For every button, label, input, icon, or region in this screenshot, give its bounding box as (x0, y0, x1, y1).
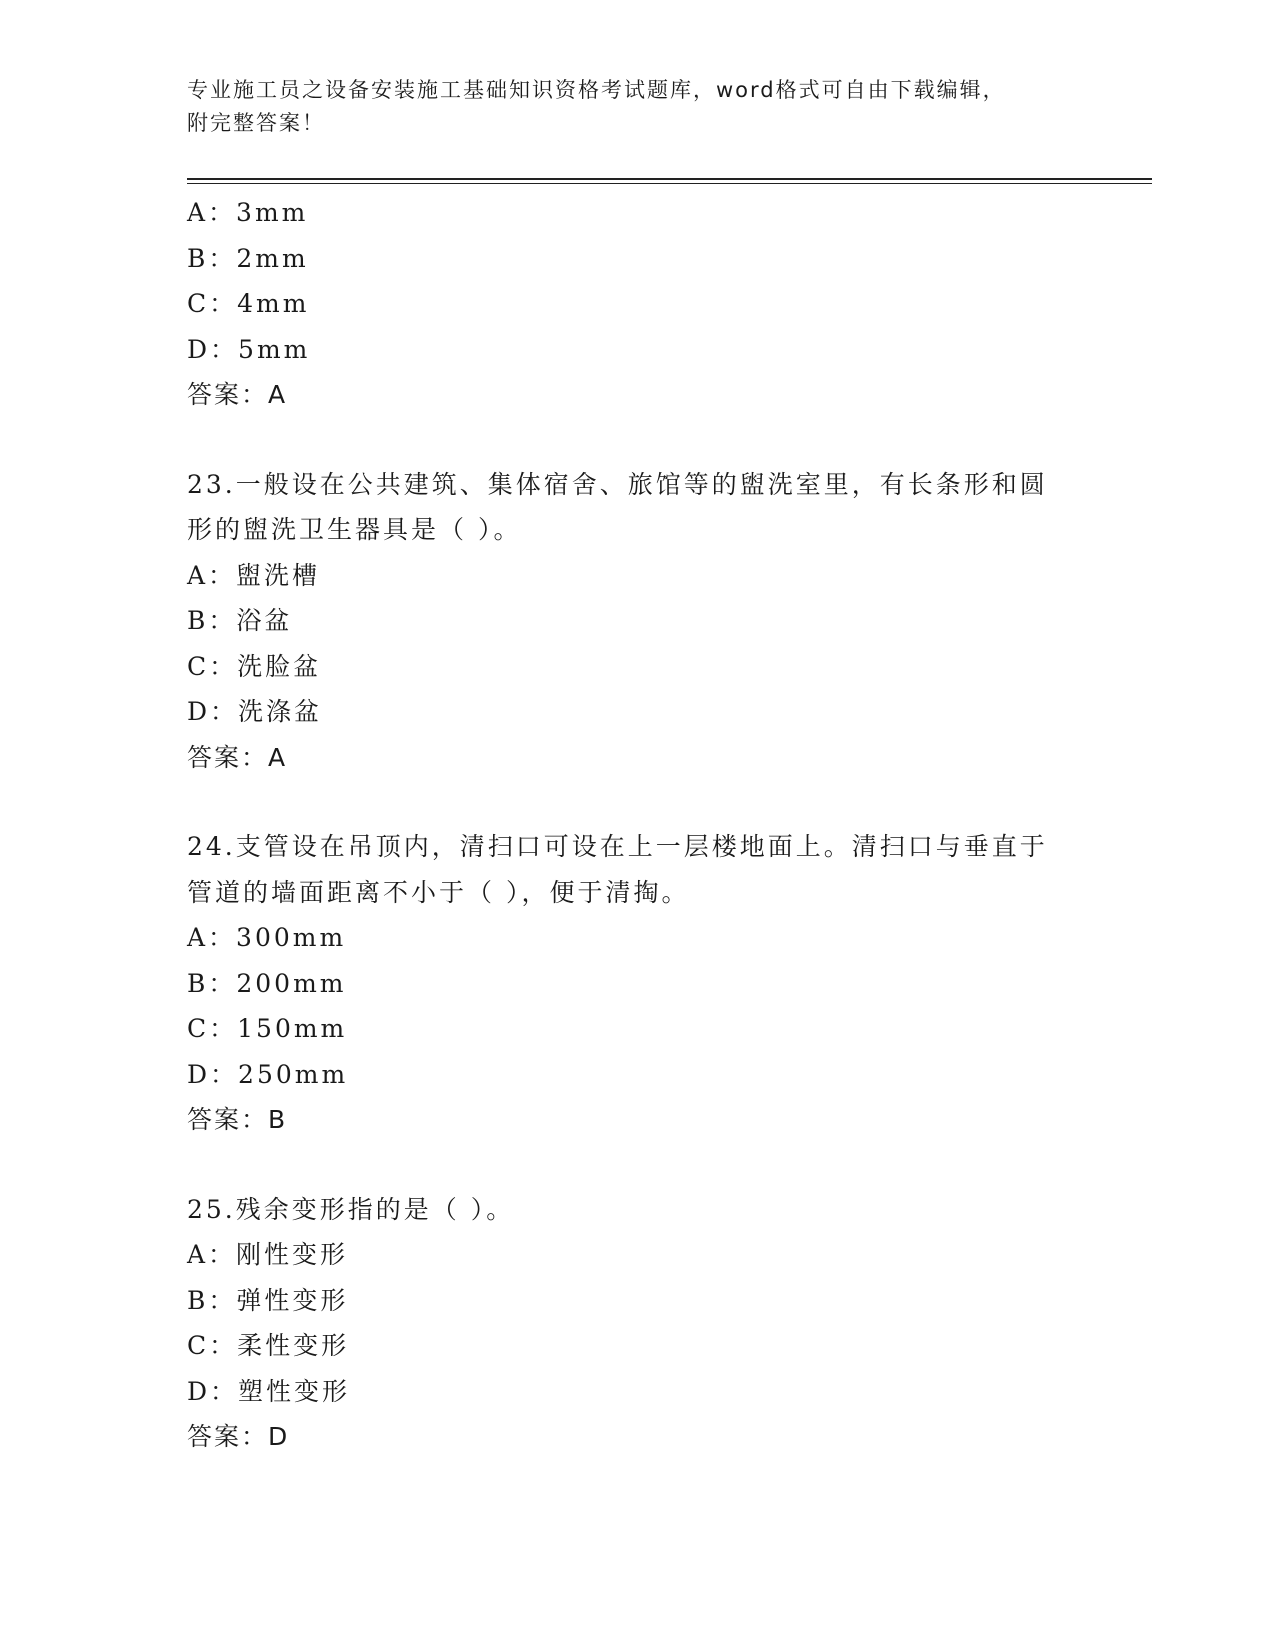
header-line-1: 专业施工员之设备安装施工基础知识资格考试题库，word格式可自由下载编辑， (187, 78, 1006, 102)
option-c: C：洗脸盆 (187, 651, 322, 681)
question-block (187, 1187, 1087, 1460)
option-b: B：200mm (187, 968, 347, 998)
question-list (187, 190, 1087, 1460)
block-spacer (187, 418, 1087, 462)
answer-line: 答案：A (187, 742, 288, 772)
option-b: B：弹性变形 (187, 1285, 349, 1315)
option-d: D：5mm (187, 334, 311, 364)
answer-line: 答案：A (187, 380, 288, 409)
option-d: D：洗涤盆 (187, 697, 323, 726)
block-spacer (187, 780, 1087, 824)
document-header (187, 74, 1087, 140)
question-block (187, 462, 1087, 781)
option-c: C：4mm (187, 289, 310, 318)
option-a: A：300mm (187, 923, 347, 952)
header-divider-thick (187, 178, 1152, 180)
question-text-line: 形的盥洗卫生器具是（ ）。 (187, 515, 522, 544)
question-text-line: 25.残余变形指的是（ ）。 (187, 1194, 515, 1224)
block-spacer (187, 1143, 1087, 1187)
option-c: C：150mm (187, 1014, 348, 1043)
question-block (187, 824, 1087, 1143)
answer-line: 答案：D (187, 1422, 290, 1451)
question-text-line: 24.支管设在吊顶内，清扫口可设在上一层楼地面上。清扫口与垂直于 (187, 832, 1048, 861)
option-a: A：盥洗槽 (187, 560, 321, 590)
option-b: B：2mm (187, 243, 309, 273)
option-a: A：3mm (187, 198, 309, 227)
header-line-2: 附完整答案！ (187, 111, 325, 135)
option-d: D：塑性变形 (187, 1376, 351, 1406)
question-text-line: 23.一般设在公共建筑、集体宿舍、旅馆等的盥洗室里，有长条形和圆 (187, 469, 1048, 499)
option-a: A：刚性变形 (187, 1240, 349, 1269)
option-c: C：柔性变形 (187, 1331, 350, 1360)
header-divider-thin (187, 183, 1152, 184)
option-d: D：250mm (187, 1059, 349, 1089)
answer-line: 答案：B (187, 1105, 288, 1134)
option-b: B：浴盆 (187, 606, 293, 635)
question-text-line: 管道的墙面距离不小于（ ），便于清掏。 (187, 877, 690, 907)
question-block (187, 190, 1087, 418)
